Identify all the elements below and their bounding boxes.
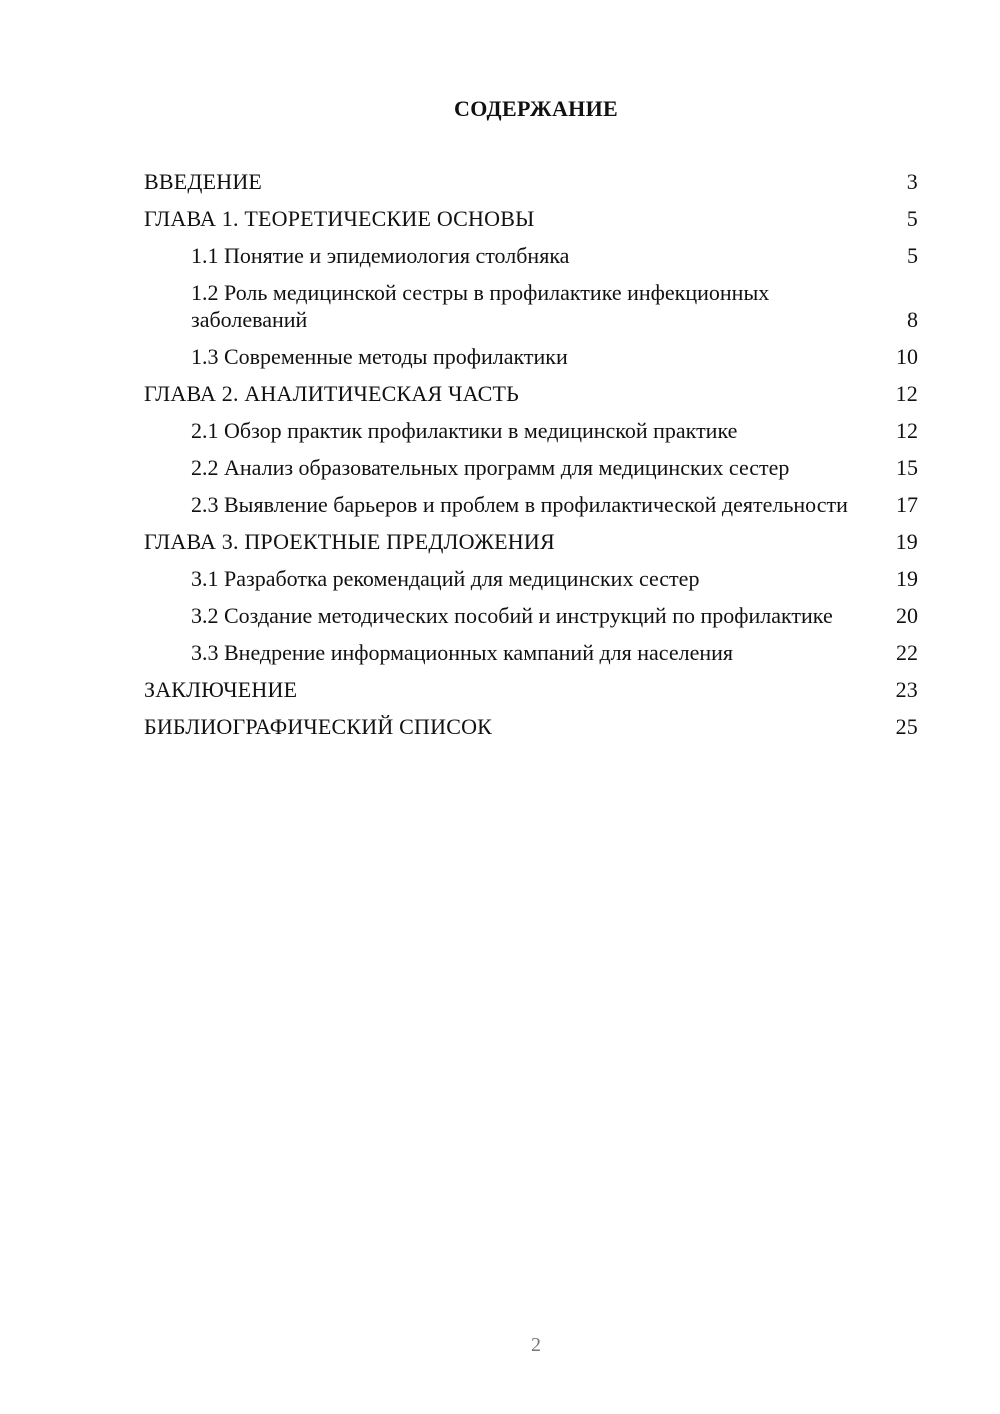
toc-entry-text: 3.2 Создание методических пособий и инструкций по профилактике xyxy=(191,603,833,628)
toc-entry-bibliography[interactable] xyxy=(144,713,918,740)
toc-entry-page: 10 xyxy=(896,344,918,369)
toc-entry-section-1-1[interactable] xyxy=(191,242,918,269)
toc-entry-text: 1.3 Современные методы профилактики xyxy=(191,344,568,369)
toc-entry-page: 12 xyxy=(895,381,918,406)
toc-entry-page: 17 xyxy=(896,492,918,517)
toc-entry-text: 3.3 Внедрение информационных кампаний для населения xyxy=(191,640,734,665)
toc-entry-section-1-2[interactable] xyxy=(191,279,918,333)
table-of-contents xyxy=(144,168,918,750)
toc-entry-text: 2.2 Анализ образовательных программ для медицинских сестер xyxy=(191,455,790,480)
toc-entry-text: 2.3 Выявление барьеров и проблем в профилактической деятельности xyxy=(191,492,848,517)
toc-entry-section-3-2[interactable] xyxy=(191,602,918,629)
toc-entry-chapter-3[interactable] xyxy=(144,528,918,555)
toc-entry-section-2-3[interactable] xyxy=(191,491,918,518)
toc-entry-text: БИБЛИОГРАФИЧЕСКИЙ СПИСОК xyxy=(144,714,493,739)
toc-entry-page: 5 xyxy=(906,206,918,231)
toc-entry-page: 15 xyxy=(896,455,918,480)
toc-entry-page: 19 xyxy=(896,566,918,591)
toc-entry-text: ГЛАВА 1. ТЕОРЕТИЧЕСКИЕ ОСНОВЫ xyxy=(144,206,535,231)
toc-entry-text: 1.2 Роль медицинской сестры в профилактике инфекционных заболеваний xyxy=(191,280,770,332)
toc-entry-text: 3.1 Разработка рекомендаций для медицинских сестер xyxy=(191,566,700,591)
toc-entry-conclusion[interactable] xyxy=(144,676,918,703)
toc-entry-page: 5 xyxy=(907,243,918,268)
toc-entry-page: 19 xyxy=(895,529,918,554)
toc-entry-page: 22 xyxy=(896,640,918,665)
toc-entry-section-1-3[interactable] xyxy=(191,343,918,370)
toc-entry-page: 12 xyxy=(896,418,918,443)
toc-entry-text: ГЛАВА 2. АНАЛИТИЧЕСКАЯ ЧАСТЬ xyxy=(144,381,519,406)
toc-entry-page: 8 xyxy=(907,307,918,332)
toc-entry-section-2-1[interactable] xyxy=(191,417,918,444)
toc-entry-page: 25 xyxy=(895,714,918,739)
toc-entry-chapter-2[interactable] xyxy=(144,380,918,407)
toc-entry-page: 23 xyxy=(895,677,918,702)
toc-entry-section-3-3[interactable] xyxy=(191,639,918,666)
toc-entry-text: ГЛАВА 3. ПРОЕКТНЫЕ ПРЕДЛОЖЕНИЯ xyxy=(144,529,555,554)
toc-entry-page: 3 xyxy=(906,169,918,194)
toc-entry-chapter-1[interactable] xyxy=(144,205,918,232)
toc-entry-text: 1.1 Понятие и эпидемиология столбняка xyxy=(191,243,570,268)
toc-entry-page: 20 xyxy=(896,603,918,628)
toc-entry-introduction[interactable] xyxy=(144,168,918,195)
toc-entry-section-3-1[interactable] xyxy=(191,565,918,592)
toc-entry-text: 2.1 Обзор практик профилактики в медицинской практике xyxy=(191,418,738,443)
toc-entry-section-2-2[interactable] xyxy=(191,454,918,481)
toc-entry-text: ЗАКЛЮЧЕНИЕ xyxy=(144,677,298,702)
page-number: 2 xyxy=(531,1334,541,1356)
toc-entry-text: ВВЕДЕНИЕ xyxy=(144,169,263,194)
toc-title: СОДЕРЖАНИЕ xyxy=(454,96,618,121)
